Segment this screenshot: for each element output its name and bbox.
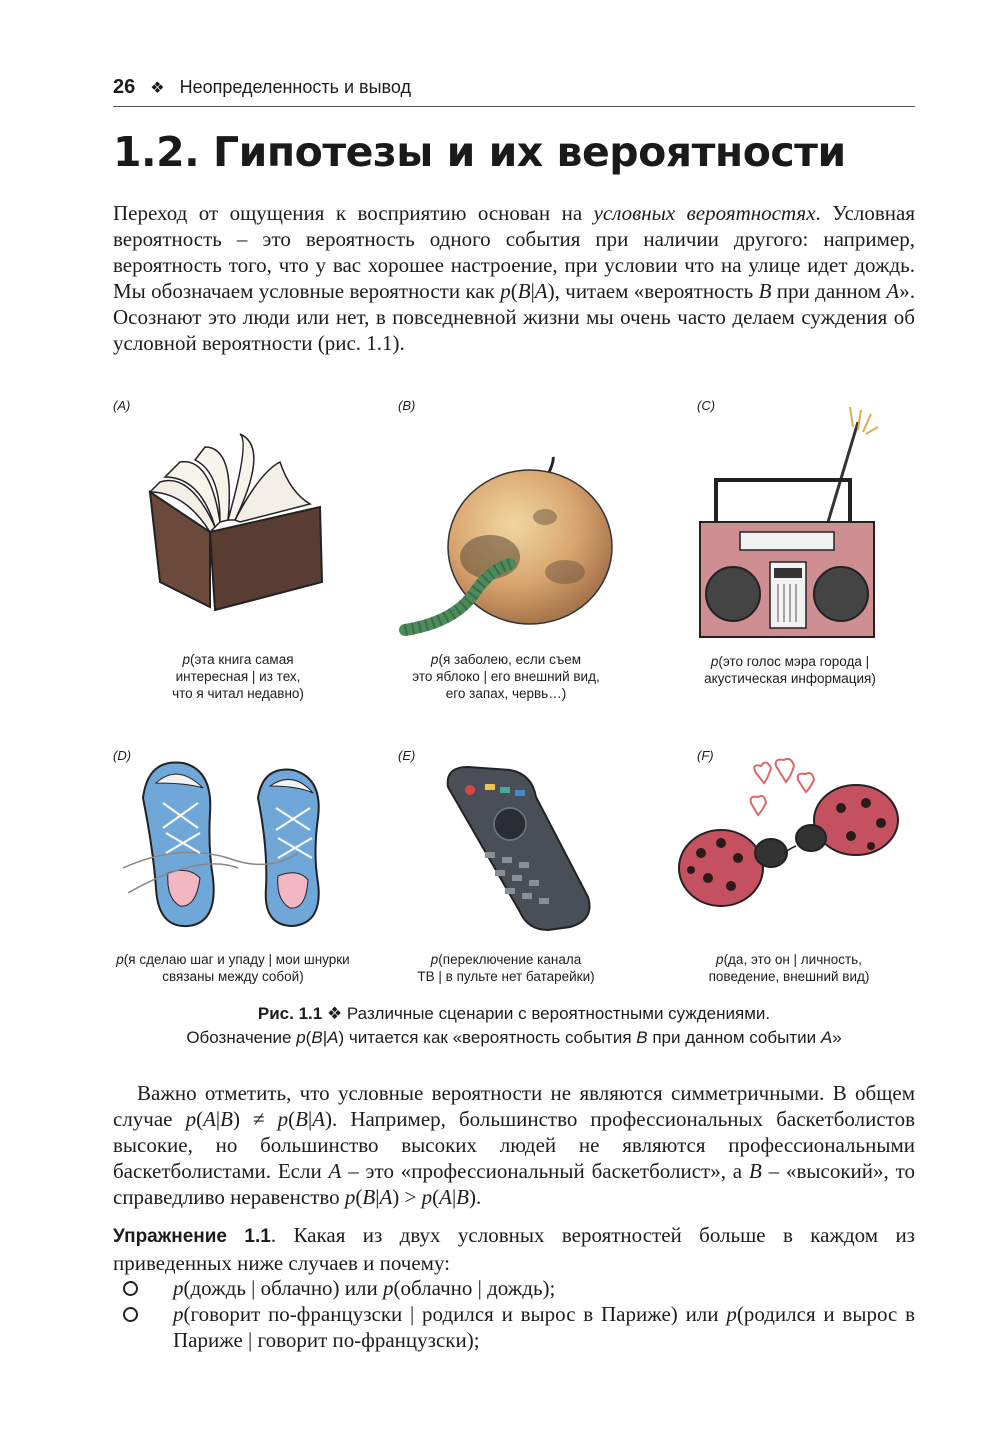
symmetry-paragraph: Важно отметить, что условные вероятности не являются симметричными. В общем случае p(A|B) ≠ p(B|A). Например, большинство профессиональных баскетболистов высокие, но большинство высоких людей не являются профессиональными баскетболистами. Если A – это «профессиональный баскетболист», а B – «высокий», то справедливо неравенство p(B|A) > p(A|B). (113, 1081, 915, 1209)
panel-label-b: (B) (398, 398, 416, 413)
list-item: p(говорит по-французски | родился и вырос в Париже) или p(родился и вырос в Париже | говорит по-французски); (113, 1301, 915, 1353)
apple-illustration (395, 452, 625, 642)
panel-caption-a: p(эта книга самая интересная | из тех, что я читал недавно) (172, 652, 304, 701)
running-header (113, 76, 915, 107)
panel-label-e: (E) (398, 748, 416, 763)
bullet-circle-icon (123, 1281, 138, 1296)
panel-label-c: (C) (697, 398, 716, 413)
panel-caption-c: p(это голос мэра города | акустическая информация) (704, 654, 876, 686)
figure-caption: Рис. 1.1 ❖ Различные сценарии с вероятностными суждениями. Обозначение p(B|A) читается как «вероятность события B при данном событии A» (186, 1004, 842, 1047)
remote-illustration (440, 762, 595, 932)
bullet-circle-icon (123, 1307, 138, 1322)
header-separator: ❖ (150, 80, 165, 97)
shoes-illustration (118, 758, 348, 938)
panel-label-d: (D) (113, 748, 132, 763)
figure-label: Рис. 1.1 (257, 1004, 323, 1023)
ladybugs-illustration (676, 758, 906, 918)
panel-label-a: (A) (113, 398, 131, 413)
exercise-paragraph: Упражнение 1.1. Какая из двух условных вероятностей больше в каждом из приведенных ниже случаев и почему: (113, 1223, 915, 1275)
panel-caption-e: p(переключение канала ТВ | в пульте нет батарейки) (417, 952, 595, 984)
chapter-title: Неопределенность и вывод (179, 77, 411, 97)
intro-paragraph: Переход от ощущения к восприятию основан на условных вероятностях. Условная вероятность – это вероятность одного события при наличии другого: например, вероятность того, что у вас хорошее настроение, при условии что на улице идет дождь. Мы обозначаем условные вероятности как p(B|A), читаем «вероятность B при данном A». Осознают это люди или нет, в повседневной жизни мы очень часто делаем суждения об условной вероятности (рис. 1.1). (113, 201, 916, 355)
section-title: 1.2. Гипотезы и их вероятности (113, 128, 846, 176)
page-number: 26 (113, 76, 136, 98)
book-illustration (140, 432, 330, 632)
radio-illustration (698, 402, 880, 638)
panel-caption-f: p(да, это он | личность, поведение, внешний вид) (708, 952, 870, 984)
list-item: p(дождь | облачно) или p(облачно | дождь); (113, 1275, 915, 1301)
panel-label-f: (F) (697, 748, 714, 763)
exercise-label: Упражнение 1.1 (113, 1226, 271, 1247)
panel-caption-d: p(я сделаю шаг и упаду | мои шнурки связаны между собой) (116, 952, 350, 984)
panel-caption-b: p(я заболею, если съем это яблоко | его внешний вид, его запах, червь…) (412, 652, 600, 701)
